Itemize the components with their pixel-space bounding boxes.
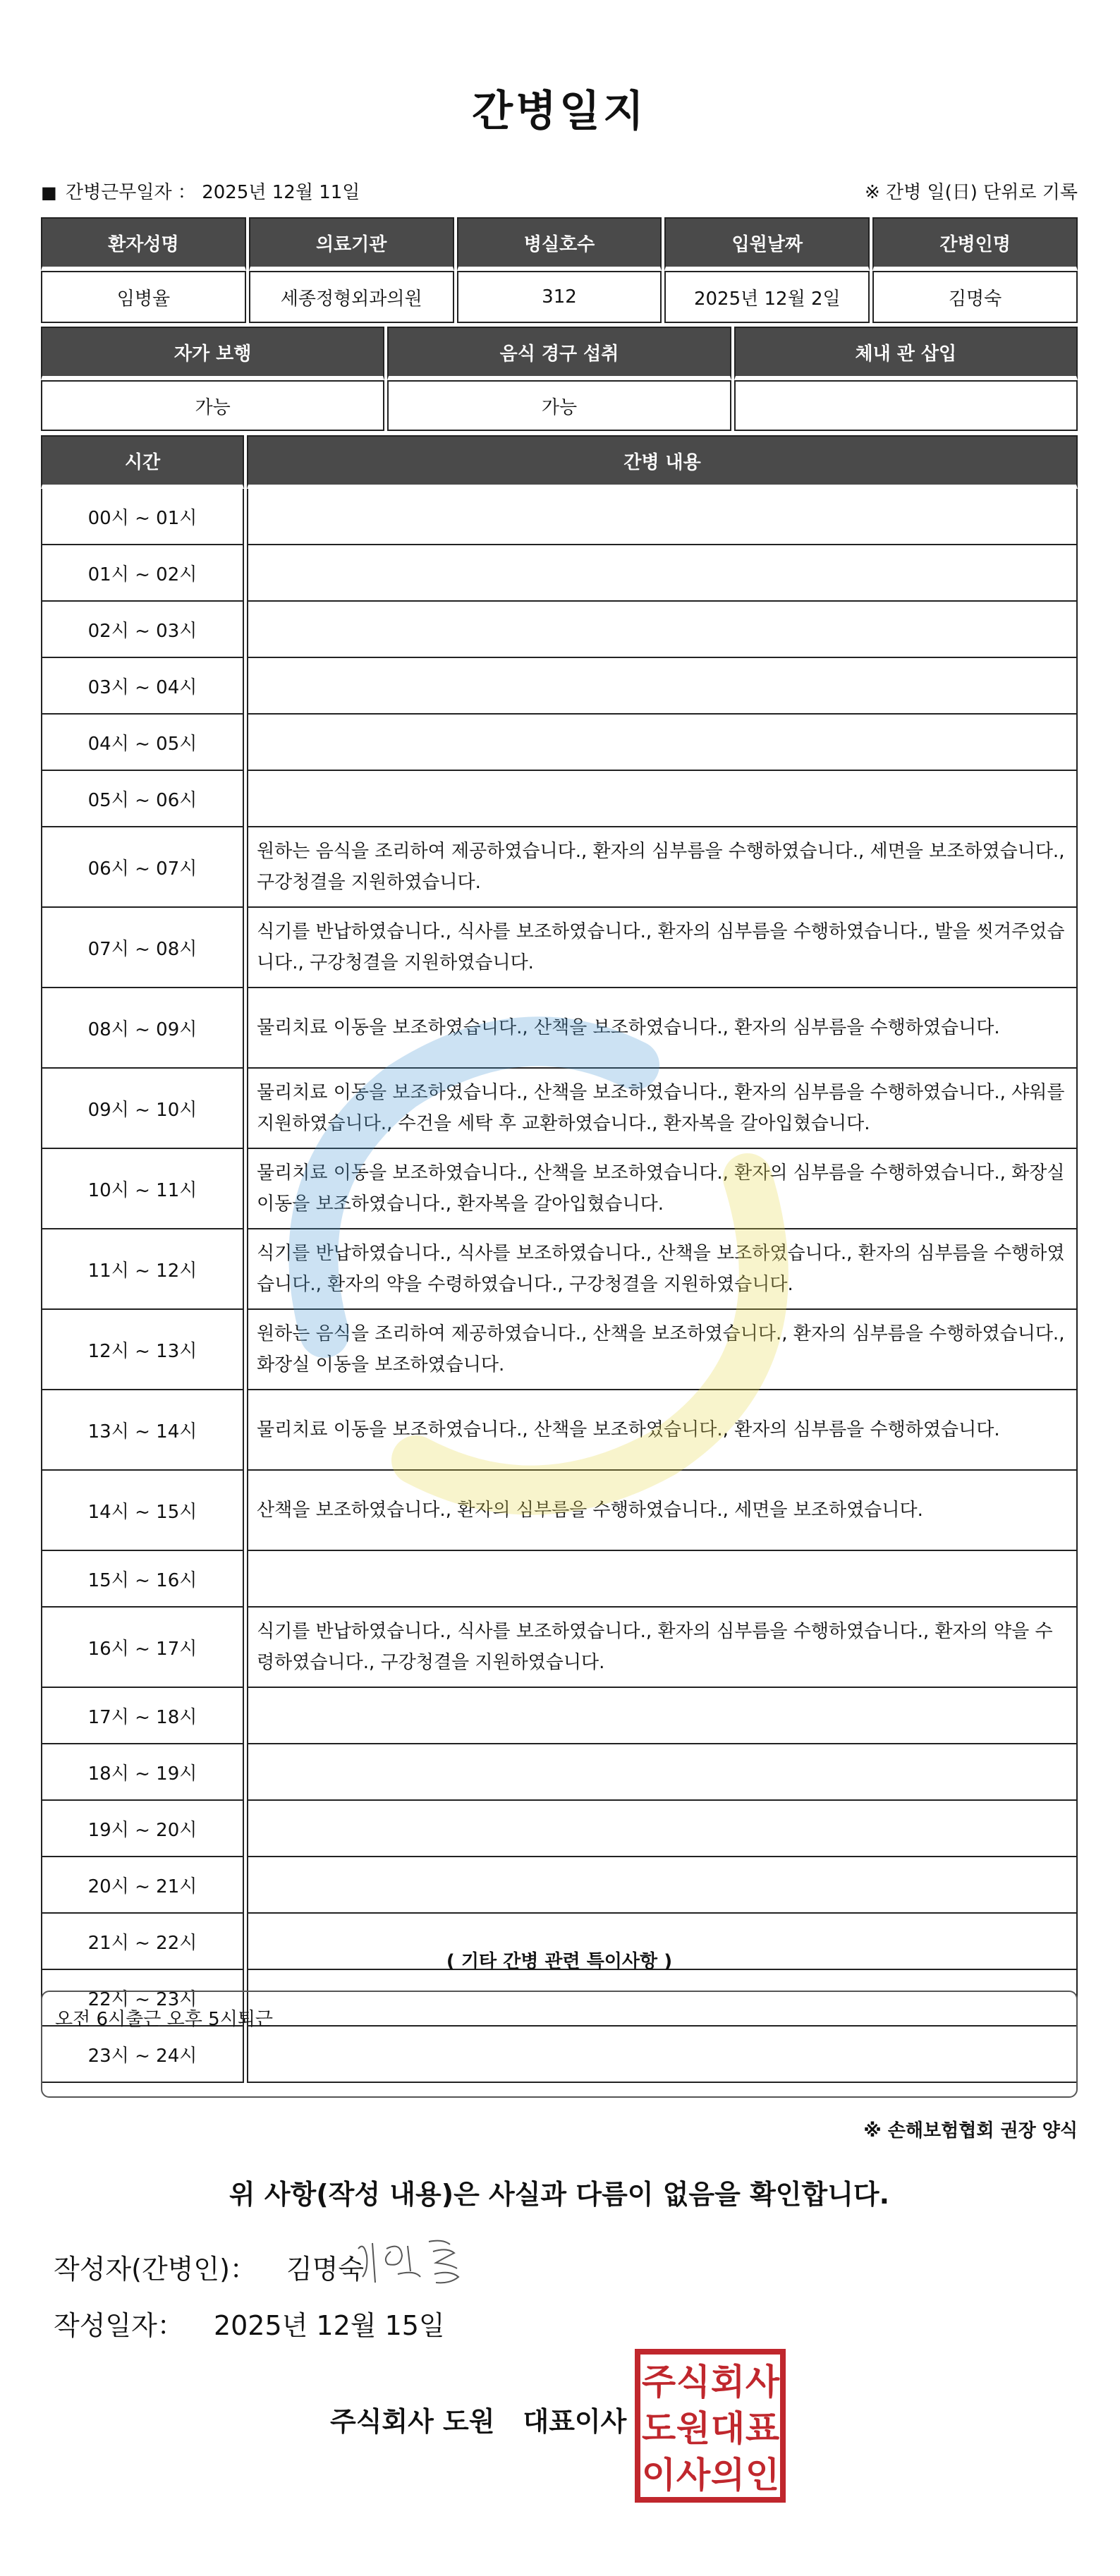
log-time-cell: 13시 ~ 14시 <box>41 1390 244 1471</box>
writer-name: 김명숙 <box>286 2254 365 2285</box>
log-row <box>41 489 1078 545</box>
log-row <box>41 1069 1078 1149</box>
room-number-cell: 312 <box>457 271 662 323</box>
caregiver-name-cell: 김명숙 <box>872 271 1078 323</box>
patient-info-table <box>38 217 1081 323</box>
seal-character: 표 <box>745 2408 780 2449</box>
log-row <box>41 827 1078 908</box>
log-content-cell <box>247 489 1078 545</box>
writer-line <box>54 2247 364 2286</box>
seal-character: 회 <box>710 2362 745 2402</box>
log-time-cell: 21시 ~ 22시 <box>41 1914 244 1970</box>
log-content-cell: 식기를 반납하였습니다., 식사를 보조하였습니다., 산책을 보조하였습니다., 환자의 심부름을 수행하였습니다., 환자의 약을 수령하였습니다., 구강청결을 지원하였습니다. <box>247 1229 1078 1310</box>
work-date-value: 2025년 12월 11일 <box>202 182 360 203</box>
log-row <box>41 1149 1078 1229</box>
written-date-label: 작성일자： <box>54 2310 184 2341</box>
special-notes-text: 오전 6시출근 오후 5시퇴근 <box>55 2009 274 2030</box>
seal-character: 인 <box>745 2455 780 2496</box>
log-time-cell: 15시 ~ 16시 <box>41 1551 244 1608</box>
log-row <box>41 908 1078 988</box>
log-row <box>41 1390 1078 1471</box>
walking-status-cell: 가능 <box>41 380 384 431</box>
log-content-cell: 물리치료 이동을 보조하였습니다., 산책을 보조하였습니다., 환자의 심부름을 수행하였습니다., 화장실 이동을 보조하였습니다., 환자복을 갈아입혔습니다. <box>247 1149 1078 1229</box>
hourly-care-log-table <box>38 435 1081 2083</box>
log-time-cell: 07시 ~ 08시 <box>41 908 244 988</box>
log-content-cell <box>247 771 1078 827</box>
info-header: 의료기관 <box>249 217 454 271</box>
log-content-cell: 식기를 반납하였습니다., 식사를 보조하였습니다., 환자의 심부름을 수행하였습니다., 발을 씻겨주었습니다., 구강청결을 지원하였습니다. <box>247 908 1078 988</box>
tube-insertion-cell <box>734 380 1078 431</box>
log-content-cell <box>247 545 1078 602</box>
log-time-cell: 10시 ~ 11시 <box>41 1149 244 1229</box>
log-time-cell: 19시 ~ 20시 <box>41 1801 244 1857</box>
signature-image <box>351 2228 492 2291</box>
log-content-cell <box>247 1551 1078 1608</box>
page-title: 간병일지 <box>472 87 647 136</box>
log-row <box>41 1744 1078 1801</box>
admission-date-cell: 2025년 12월 2일 <box>664 271 870 323</box>
seal-character: 식 <box>676 2362 711 2402</box>
log-content-cell <box>247 1744 1078 1801</box>
log-row <box>41 1857 1078 1914</box>
time-column-header: 시간 <box>41 435 244 489</box>
log-time-cell: 05시 ~ 06시 <box>41 771 244 827</box>
log-row <box>41 1310 1078 1390</box>
log-time-cell: 03시 ~ 04시 <box>41 658 244 715</box>
special-notes-title: ( 기타 간병 관련 특이사항 ) <box>446 1951 673 1972</box>
log-time-cell: 23시 ~ 24시 <box>41 2027 244 2083</box>
log-content-cell: 산책을 보조하였습니다., 환자의 심부름을 수행하였습니다., 세면을 보조하였습니다. <box>247 1471 1078 1551</box>
written-date-value: 2025년 12월 15일 <box>213 2310 445 2341</box>
log-content-cell <box>247 602 1078 658</box>
log-row <box>41 771 1078 827</box>
log-content-cell <box>247 1857 1078 1914</box>
special-notes-box <box>41 1991 1078 2098</box>
unit-note: ※ 간병 일(日) 단위로 기록 <box>864 182 1078 203</box>
log-time-cell: 06시 ~ 07시 <box>41 827 244 908</box>
log-content-cell: 물리치료 이동을 보조하였습니다., 산책을 보조하였습니다., 환자의 심부름을 수행하였습니다. <box>247 988 1078 1069</box>
company-line <box>330 2400 626 2438</box>
status-header: 자가 보행 <box>41 327 384 380</box>
written-date-line <box>54 2304 445 2343</box>
form-source-note: ※ 손해보험협회 권장 양식 <box>863 2120 1078 2141</box>
log-content-cell <box>247 1801 1078 1857</box>
confirmation-statement: 위 사항(작성 내용)은 사실과 다름이 없음을 확인합니다. <box>229 2179 890 2210</box>
seal-character: 원 <box>676 2408 711 2449</box>
log-content-cell: 물리치료 이동을 보조하였습니다., 산책을 보조하였습니다., 환자의 심부름을 수행하였습니다., 샤워를 지원하였습니다., 수건을 세탁 후 교환하였습니다., 환자복을 갈아입혔습니다. <box>247 1069 1078 1149</box>
info-header: 병실호수 <box>457 217 662 271</box>
log-time-cell: 01시 ~ 02시 <box>41 545 244 602</box>
log-time-cell: 16시 ~ 17시 <box>41 1608 244 1688</box>
log-time-cell: 00시 ~ 01시 <box>41 489 244 545</box>
log-row <box>41 658 1078 715</box>
seal-character: 의 <box>710 2455 745 2496</box>
log-time-cell: 17시 ~ 18시 <box>41 1688 244 1744</box>
status-header: 음식 경구 섭취 <box>387 327 731 380</box>
log-row <box>41 1551 1078 1608</box>
log-time-cell: 14시 ~ 15시 <box>41 1471 244 1551</box>
log-time-cell: 12시 ~ 13시 <box>41 1310 244 1390</box>
writer-label: 작성자(간병인)： <box>54 2254 257 2285</box>
work-date-line <box>41 178 360 204</box>
seal-character: 주 <box>641 2362 676 2402</box>
log-content-cell <box>247 1688 1078 1744</box>
log-time-cell: 02시 ~ 03시 <box>41 602 244 658</box>
company-seal-stamp <box>633 2347 787 2504</box>
log-row <box>41 545 1078 602</box>
seal-character: 대 <box>710 2408 745 2449</box>
log-content-cell: 원하는 음식을 조리하여 제공하였습니다., 산책을 보조하였습니다., 환자의 심부름을 수행하였습니다., 화장실 이동을 보조하였습니다. <box>247 1310 1078 1390</box>
status-header: 체내 관 삽입 <box>734 327 1078 380</box>
log-row <box>41 1801 1078 1857</box>
log-time-cell: 18시 ~ 19시 <box>41 1744 244 1801</box>
patient-name-cell: 임병율 <box>41 271 246 323</box>
log-row <box>41 602 1078 658</box>
oral-intake-cell: 가능 <box>387 380 731 431</box>
log-time-cell: 09시 ~ 10시 <box>41 1069 244 1149</box>
log-time-cell: 11시 ~ 12시 <box>41 1229 244 1310</box>
log-content-cell <box>247 658 1078 715</box>
square-bullet-icon: ■ <box>41 183 57 202</box>
info-header: 입원날짜 <box>664 217 870 271</box>
info-header: 간병인명 <box>872 217 1078 271</box>
seal-character: 이 <box>641 2455 676 2496</box>
content-column-header: 간병 내용 <box>247 435 1078 489</box>
log-content-cell: 원하는 음식을 조리하여 제공하였습니다., 환자의 심부름을 수행하였습니다., 세면을 보조하였습니다., 구강청결을 지원하였습니다. <box>247 827 1078 908</box>
seal-character: 사 <box>745 2362 780 2402</box>
log-row <box>41 1471 1078 1551</box>
log-row <box>41 715 1078 771</box>
seal-character: 도 <box>641 2408 676 2449</box>
company-representative: 대표이사 <box>523 2406 627 2437</box>
log-content-cell: 물리치료 이동을 보조하였습니다., 산책을 보조하였습니다., 환자의 심부름을 수행하였습니다. <box>247 1390 1078 1471</box>
work-date-label: 간병근무일자 <box>65 182 172 203</box>
seal-character: 사 <box>676 2455 711 2496</box>
log-time-cell: 22시 ~ 23시 <box>41 1970 244 2027</box>
log-row <box>41 1688 1078 1744</box>
company-name: 주식회사 도원 <box>330 2406 495 2437</box>
log-row <box>41 1608 1078 1688</box>
log-row <box>41 1229 1078 1310</box>
hospital-cell: 세종정형외과의원 <box>249 271 454 323</box>
work-date-separator: ： <box>177 182 196 203</box>
info-header: 환자성명 <box>41 217 246 271</box>
log-time-cell: 08시 ~ 09시 <box>41 988 244 1069</box>
log-content-cell: 식기를 반납하였습니다., 식사를 보조하였습니다., 환자의 심부름을 수행하였습니다., 환자의 약을 수령하였습니다., 구강청결을 지원하였습니다. <box>247 1608 1078 1688</box>
log-row <box>41 988 1078 1069</box>
log-content-cell <box>247 715 1078 771</box>
log-time-cell: 20시 ~ 21시 <box>41 1857 244 1914</box>
patient-status-table <box>38 327 1081 431</box>
log-time-cell: 04시 ~ 05시 <box>41 715 244 771</box>
